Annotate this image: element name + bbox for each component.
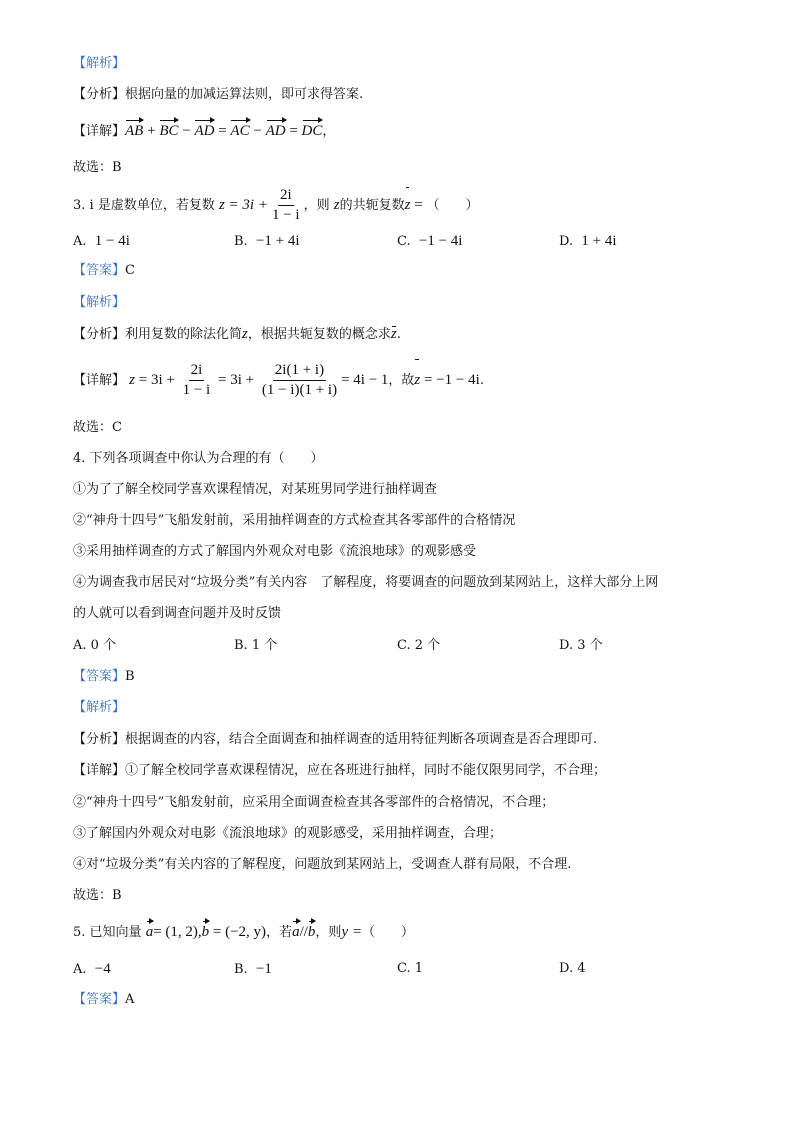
q4-option-c: C. 2 个 xyxy=(397,638,441,653)
q3-detail: 【详解】 z = 3i + $\frac{2i}{1 - i}$ = 3i + $\frac{2i(1 + i)}{(1 - i)(1 + i)}$ = 4i − 1，故z = −1 − 4i. xyxy=(73,358,484,403)
vector-dc: DC xyxy=(301,123,323,139)
q4-conclusion: 故选：B xyxy=(73,888,122,903)
q4-option-d: D. 3 个 xyxy=(559,638,603,653)
q3-answer-value: C xyxy=(125,263,135,278)
q3-option-b: B. −1 + 4i xyxy=(234,233,300,249)
q2-detail: 【详解】AB + BC − AD = AC − AD = DC， xyxy=(73,123,336,139)
vector-ad: AD xyxy=(194,123,215,139)
q3-stem-fraction: $\frac{2i}{1 - i}$ xyxy=(271,187,300,223)
q3-stem-expr: z = 3i + xyxy=(218,197,268,213)
q5-option-b: B. −1 xyxy=(234,961,272,977)
q2-analysis xyxy=(73,86,363,104)
vector-b: b xyxy=(201,924,210,940)
vector-bc: BC xyxy=(159,123,179,139)
vector-a: a xyxy=(145,924,154,940)
q4-detail-4: ④对“垃圾分类”有关内容的了解程度，问题放到某网站上，受调查人群有局限，不合理. xyxy=(73,857,572,872)
vector-ac: AC xyxy=(230,123,250,139)
q2-jiexi-heading: 【解析】 xyxy=(73,56,126,71)
q3-jiexi-heading: 【解析】 xyxy=(73,295,126,310)
q4-detail-1: 【详解】①了解全校同学喜欢课程情况，应在各班进行抽样，同时不能仅限男同学，不合理； xyxy=(73,763,607,778)
q3-stem-prefix: 3. i 是虚数单位，若复数 xyxy=(73,198,215,213)
q3-analysis: 【分析】利用复数的除法化简z，根据共轭复数的概念求z. xyxy=(73,326,401,342)
q4-item-1: ①为了了解全校同学喜欢课程情况，对某班男同学进行抽样调查 xyxy=(73,482,438,497)
q4-answer: 【答案】B xyxy=(73,669,135,684)
q3-answer-tag: 【答案】 xyxy=(73,263,126,278)
q3-detail-fraction-2: $\frac{2i(1 + i)}{(1 - i)(1 + i)}$ xyxy=(261,362,338,398)
q3-option-d: D. 1 + 4i xyxy=(559,233,617,249)
q4-jiexi-heading: 【解析】 xyxy=(73,700,126,715)
q4-detail-3: ③了解国内外观众对电影《流浪地球》的观影感受，采用抽样调查，合理； xyxy=(73,826,503,841)
q4-item-2: ②“神舟十四号”飞船发射前，采用抽样调查的方式检查其各零部件的合格情况 xyxy=(73,513,516,528)
q2-analysis-text: 根据向量的加减运算法则，即可求得答案. xyxy=(125,87,364,102)
q4-option-a: A. 0 个 xyxy=(73,638,117,653)
q2-detail-tag: 【详解】 xyxy=(73,124,126,139)
q3-conclusion: 故选：C xyxy=(73,420,122,435)
q3-option-c: C. −1 − 4i xyxy=(397,233,463,249)
q4-answer-value: B xyxy=(125,669,135,684)
q5-answer: 【答案】A xyxy=(73,992,135,1007)
z-conjugate: z xyxy=(405,186,411,224)
q3-option-a: A. 1 − 4i xyxy=(73,233,130,249)
q3-detail-fraction-1: $\frac{2i}{1 - i}$ xyxy=(182,362,211,398)
q3-answer xyxy=(73,262,135,280)
q5-stem: 5. 已知向量 a= (1, 2),b = (−2, y)，若a//b，则y =（ ） xyxy=(73,924,414,940)
q4-item-3: ③采用抽样调查的方式了解国内外观众对电影《流浪地球》的观影感受 xyxy=(73,544,477,559)
q3-stem: 3. i 是虚数单位，若复数 z = 3i + $\frac{2i}{1 - i}$ ，则 z的共轭复数z = （ ） xyxy=(73,187,479,223)
q4-detail-2: ②“神舟十四号”飞船发射前，应采用全面调查检查其各零部件的合格情况，不合理； xyxy=(73,795,555,810)
q4-option-b: B. 1 个 xyxy=(234,638,278,653)
vector-ab: AB xyxy=(125,123,144,139)
vector-ad-2: AD xyxy=(265,123,286,139)
q2-analysis-tag: 【分析】 xyxy=(73,87,126,102)
q5-option-d: D. 4 xyxy=(559,961,586,976)
q2-conclusion: 故选：B xyxy=(73,160,122,175)
q4-analysis: 【分析】根据调查的内容，结合全面调查和抽样调查的适用特征判断各项调查是否合理即可. xyxy=(73,732,598,747)
q4-item-4: ④为调查我市居民对“垃圾分类”有关内容 了解程度，将要调查的问题放到某网站上，这样大部分上网 xyxy=(73,575,659,590)
q5-answer-value: A xyxy=(125,992,135,1007)
q5-option-a: A. −4 xyxy=(73,961,111,977)
q4-item-4-cont: 的人就可以看到调查问题并及时反馈 xyxy=(73,606,282,621)
q4-stem: 4. 下列各项调查中你认为合理的有（ ） xyxy=(73,451,324,466)
q5-option-c: C. 1 xyxy=(397,961,424,976)
